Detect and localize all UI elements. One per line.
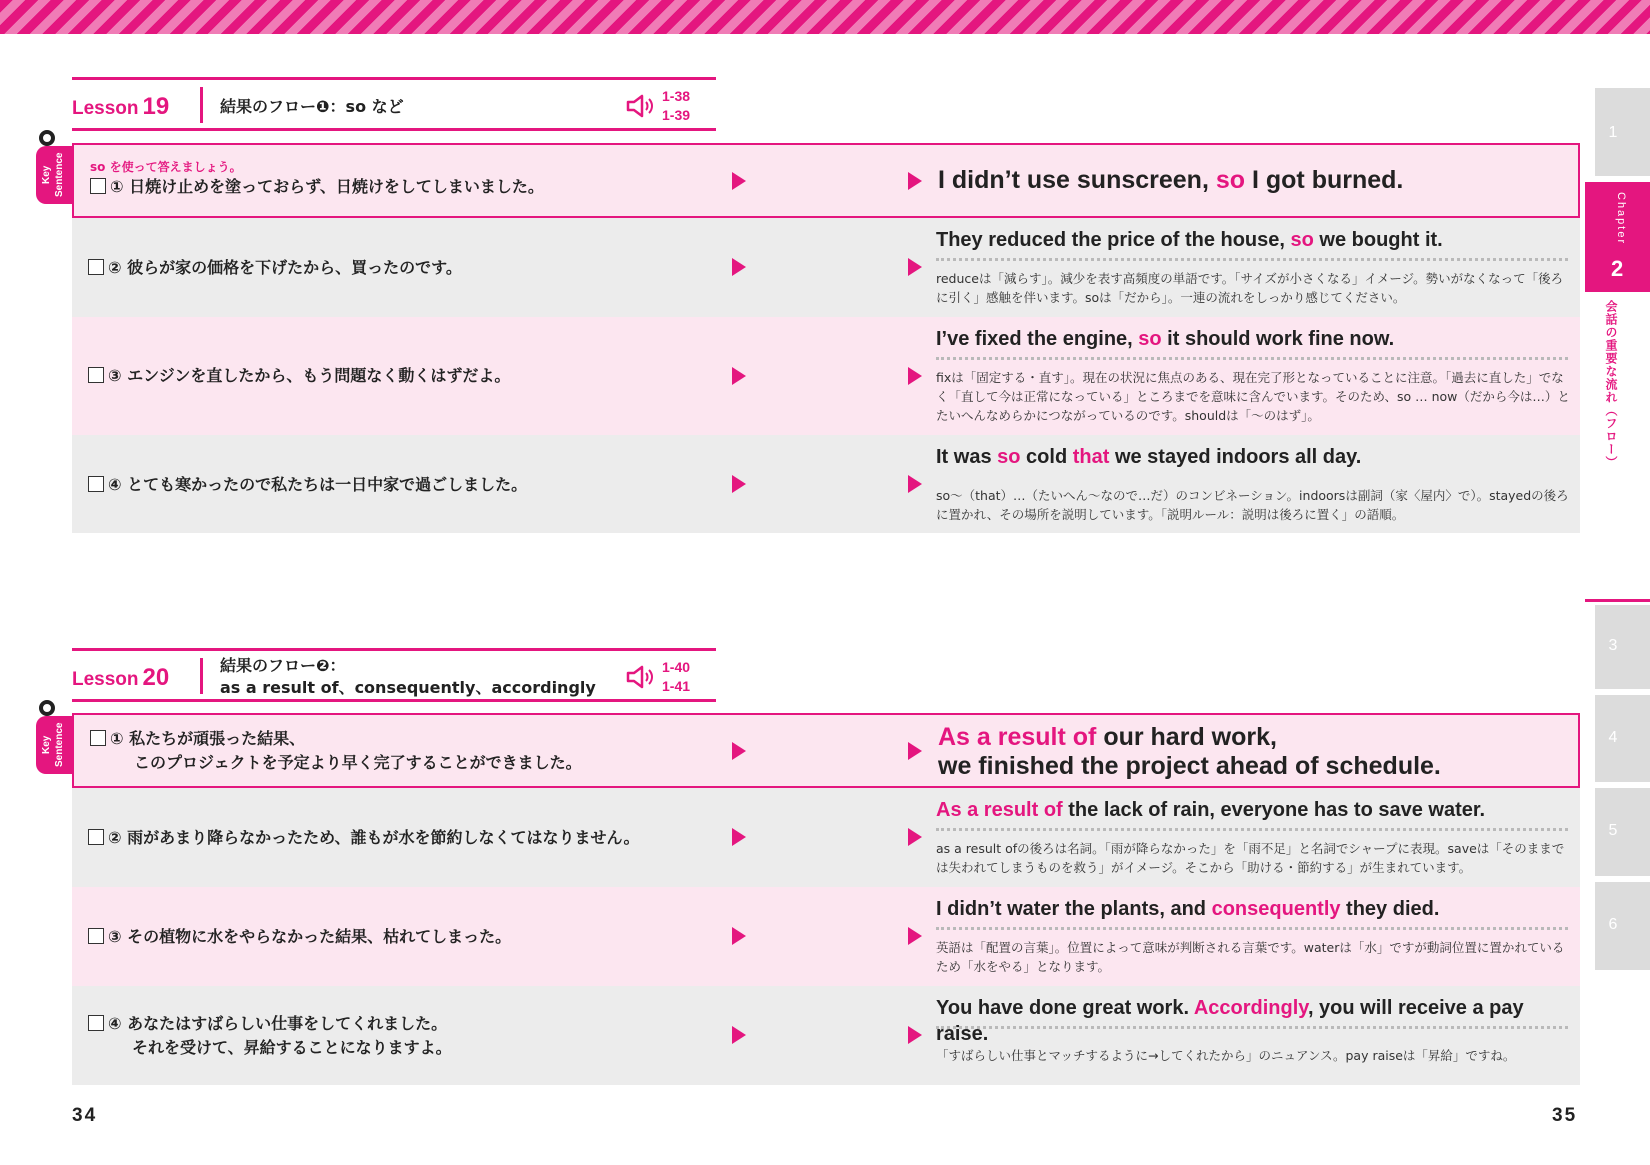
sentence-row [72,317,1580,435]
japanese-prompt: so を使って答えましょう。 ① 日焼け止めを塗っておらず、日焼けをしてしまいました。 [90,160,544,196]
sentence-row [72,887,1580,986]
sentence-row [72,218,1580,317]
lesson-20-header [72,648,716,702]
japanese-prompt: ④ あなたはすばらしい仕事をしてくれました。 それを受けて、昇給することになりますよ。 [88,1012,452,1060]
play-triangle-icon [732,828,746,846]
lesson-number: 19 [142,93,170,120]
play-triangle-icon [908,475,922,493]
play-triangle-icon [732,927,746,945]
chapter-tab-1[interactable]: 1 [1595,88,1650,176]
explanation-note: as a result ofの後ろは名詞。「雨が降らなかった」を「雨不足」と名詞でシャープに表現。saveは「そのままでは失われてしまうものを救う」がイメージ。そこから「助ける・節約する」が生まれています。 [936,841,1565,875]
checkbox-icon[interactable] [88,367,104,383]
play-triangle-icon [732,475,746,493]
audio-track-button[interactable] [626,87,716,127]
english-answer: As a result of our hard work, we finished the project ahead of schedule. [938,723,1441,780]
speaker-icon [626,664,656,690]
explanation-note: so〜（that）…（たいへん〜なので…だ）のコンビネーション。indoorsは副詞（家〈屋内〉で）。stayedの後ろに置かれ、その場所を説明しています。「説明ルール：説明は後ろに置く」の語順。 [936,488,1569,522]
japanese-prompt: ④ とても寒かったので私たちは一日中家で過ごしました。 [88,473,527,497]
japanese-prompt: ② 雨があまり降らなかったため、誰もが水を節約しなくてはなりません。 [88,826,639,850]
sentence-row [72,435,1580,533]
checkbox-icon[interactable] [88,928,104,944]
play-triangle-icon [732,367,746,385]
chapter-number: 2 [1611,256,1624,281]
checkbox-icon[interactable] [88,829,104,845]
explanation-note: 英語は「配置の言葉」。位置によって意味が判断される言葉です。waterは「水」ですが動詞位置に置かれているため「水をやる」となります。 [936,940,1565,974]
key-sentence-tab: Key Sentence [36,716,72,774]
english-answer: It was so cold that we stayed indoors all day. [936,446,1362,468]
japanese-prompt: ② 彼らが家の価格を下げたから、買ったのです。 [88,256,462,280]
key-icon [39,700,55,716]
play-triangle-icon [908,367,922,385]
chapter-tab-2-active[interactable] [1585,182,1650,292]
dotted-divider [936,828,1568,831]
english-answer: I’ve fixed the engine, so it should work fine now. [936,328,1395,350]
checkbox-icon[interactable] [90,730,106,746]
instruction-text: so を使って答えましょう。 [90,160,242,174]
play-triangle-icon [732,742,746,760]
lesson-label: Lesson 19 [72,93,170,120]
english-answer: I didn’t water the plants, and consequently they died. [936,898,1440,920]
chapter-label: Chapter [1615,192,1627,246]
chapter-tab-5[interactable]: 5 [1595,788,1650,876]
sentence-row [72,986,1580,1085]
lesson-title: 結果のフロー❷： as a result of、consequently、accordingly [220,656,596,697]
sentence-row [72,788,1580,887]
audio-track-button[interactable] [626,658,716,698]
lesson-number: 20 [142,664,170,691]
play-triangle-icon [908,1026,922,1044]
track-number: 1-39 [662,107,691,123]
dotted-divider [936,1026,1568,1029]
checkbox-icon[interactable] [88,1015,104,1031]
page-number-left: 34 [72,1105,98,1126]
english-answer: I didn’t use sunscreen, so I got burned. [938,166,1404,194]
japanese-prompt: ① 私たちが頑張った結果、 このプロジェクトを予定より早く完了することができました。 [90,727,582,775]
play-triangle-icon [908,172,922,190]
header-divider [200,658,203,694]
header-divider [200,87,203,123]
key-sentence-tab: Key Sentence [36,146,72,204]
checkbox-icon[interactable] [88,476,104,492]
lesson-19-header [72,77,716,131]
japanese-prompt: ③ その植物に水をやらなかった結果、枯れてしまった。 [88,925,511,949]
play-triangle-icon [908,828,922,846]
top-stripe-decoration [0,0,1650,34]
dotted-divider [936,927,1568,930]
track-number: 1-40 [662,659,691,675]
english-answer: They reduced the price of the house, so we bought it. [936,229,1443,251]
play-triangle-icon [732,1026,746,1044]
key-icon [39,130,55,146]
track-number: 1-41 [662,678,691,694]
play-triangle-icon [732,258,746,276]
key-sentence-row [72,143,1580,218]
explanation-note: fixは「固定する・直す」。現在の状況に焦点のある、現在完了形となっていることに注意。「過去に直した」でなく「直して今は正常になっている」ところまでを意味に含んでいます。そのため、so … now（だから今は…）とたいへんなめらかにつながっているのです。shouldは「〜のはず」。 [936,370,1570,423]
chapter-tab-6[interactable]: 6 [1595,882,1650,970]
chapter-tab-4[interactable]: 4 [1595,695,1650,782]
play-triangle-icon [908,742,922,760]
chapter-title: 会話の重要な流れ（フロー） [1604,300,1618,469]
play-triangle-icon [908,258,922,276]
track-number: 1-38 [662,88,691,104]
english-answer: You have done great work. Accordingly, you will receive a pay raise. [936,997,1524,1045]
checkbox-icon[interactable] [88,259,104,275]
english-answer: As a result of the lack of rain, everyone has to save water. [936,799,1486,821]
explanation-note: 「すばらしい仕事とマッチするように→してくれたから」のニュアンス。pay raiseは「昇給」ですね。 [936,1048,1516,1063]
key-sentence-row [72,713,1580,788]
chapter-tab-3[interactable]: 3 [1595,605,1650,689]
japanese-prompt: ③ エンジンを直したから、もう問題なく動くはずだよ。 [88,364,510,388]
dotted-divider [936,258,1568,261]
explanation-note: reduceは「減らす」。減少を表す高頻度の単語です。「サイズが小さくなる」イメージ。勢いがなくなって「後ろに引く」感触を伴います。soは「だから」。一連の流れをしっかり感じてください。 [936,271,1564,305]
page-number-right: 35 [1552,1105,1578,1126]
lesson-label: Lesson 20 [72,664,170,691]
checkbox-icon[interactable] [90,178,106,194]
speaker-icon [626,93,656,119]
play-triangle-icon [732,172,746,190]
chapter-divider [1585,599,1650,602]
dotted-divider [936,357,1568,360]
lesson-title: 結果のフロー❶：so など [220,97,404,116]
play-triangle-icon [908,927,922,945]
